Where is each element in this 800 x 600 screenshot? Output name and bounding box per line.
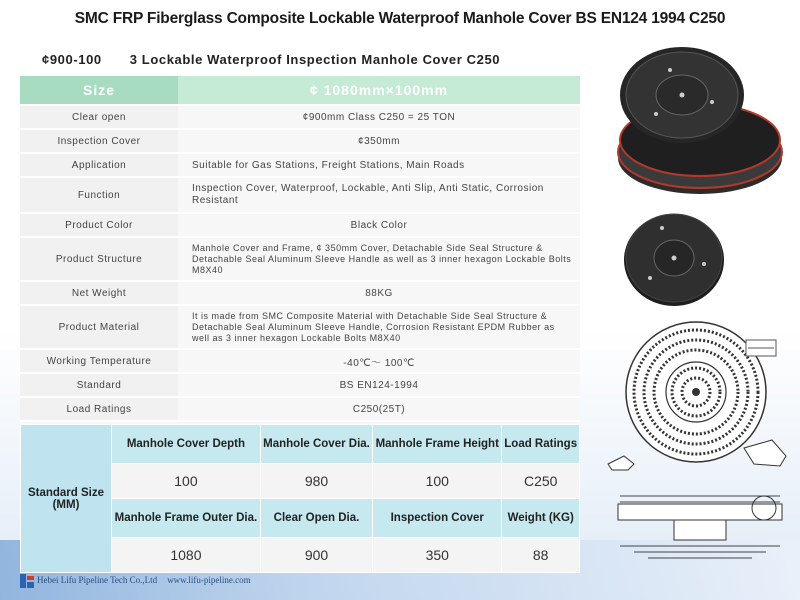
column-header: Manhole Frame Outer Dia. xyxy=(112,499,261,538)
table-cell: 900 xyxy=(260,538,372,573)
spec-header-row xyxy=(20,76,580,105)
spec-label: Net Weight xyxy=(20,281,178,305)
spec-value: ¢350mm xyxy=(178,129,580,153)
spec-value: ¢900mm Class C250 = 25 TON xyxy=(178,105,580,129)
table-row xyxy=(20,177,580,213)
table-cell: 100 xyxy=(112,464,261,499)
manhole-section-drawing xyxy=(604,434,794,568)
spec-value: It is made from SMC Composite Material with Detachable Side Seal Structure & Detachable Seal Aluminum Sleeve Handle, Corrosion Resistant EPDM Rubber as well as 3 inner hexagon Lockable Bolts M8X40 xyxy=(178,305,580,349)
spec-value: C250(25T) xyxy=(178,397,580,421)
table-row xyxy=(20,129,580,153)
spec-label: Working Temperature xyxy=(20,349,178,373)
spec-label: Inspection Cover xyxy=(20,129,178,153)
subtitle-text: 3 Lockable Waterproof Inspection Manhole Cover C250 xyxy=(129,52,501,67)
spec-value: Manhole Cover and Frame, ¢ 350mm Cover, Detachable Side Seal Structure & Detachable Seal Aluminum Sleeve Handle as well as 3 inner hexagon Lockable Bolts M8X40 xyxy=(178,237,580,281)
table-cell: 100 xyxy=(373,464,502,499)
table-row xyxy=(20,373,580,397)
spec-label: Clear open xyxy=(20,105,178,129)
table-row xyxy=(20,105,580,129)
table-row xyxy=(20,349,580,373)
spec-value: -40℃～ 100℃ xyxy=(178,349,580,373)
table-row xyxy=(20,281,580,305)
standard-size-label: Standard Size (MM) xyxy=(21,425,112,573)
spec-label: Product Color xyxy=(20,213,178,237)
manhole-cover-top-image xyxy=(622,206,726,310)
column-header: Weight (KG) xyxy=(502,499,580,538)
table-row xyxy=(20,213,580,237)
spec-label: Function xyxy=(20,177,178,213)
page-title: SMC FRP Fiberglass Composite Lockable Waterproof Manhole Cover BS EN124 1994 C250 xyxy=(74,10,726,27)
spec-label: Load Ratings xyxy=(20,397,178,421)
table-row xyxy=(20,237,580,281)
spec-label: Product Material xyxy=(20,305,178,349)
spec-value: Suitable for Gas Stations, Freight Stations, Main Roads xyxy=(178,153,580,177)
spec-value: Black Color xyxy=(178,213,580,237)
table-cell: 980 xyxy=(260,464,372,499)
table-row xyxy=(20,397,580,421)
table-cell: 88 xyxy=(502,538,580,573)
column-header: Clear Open Dia. xyxy=(260,499,372,538)
spec-value: Inspection Cover, Waterproof, Lockable, Anti Slip, Anti Static, Corrosion Resistant xyxy=(178,177,580,213)
spec-table xyxy=(20,76,580,422)
size-label: Size xyxy=(20,76,178,105)
company-logo-icon xyxy=(20,574,34,588)
model-code: ¢900-100 xyxy=(42,52,102,67)
spec-label: Standard xyxy=(20,373,178,397)
table-row xyxy=(20,305,580,349)
spec-label: Product Structure xyxy=(20,237,178,281)
product-subtitle xyxy=(42,52,500,67)
column-header: Manhole Cover Depth xyxy=(112,425,261,464)
table-cell: 1080 xyxy=(112,538,261,573)
table-cell: 350 xyxy=(373,538,502,573)
spec-value: 88KG xyxy=(178,281,580,305)
standard-size-table xyxy=(20,424,580,573)
size-value: ¢ 1080mm×100mm xyxy=(178,76,580,105)
column-header: Manhole Frame Height xyxy=(373,425,502,464)
table-row xyxy=(20,153,580,177)
manhole-cover-exploded-image xyxy=(612,40,788,200)
spec-value: BS EN124-1994 xyxy=(178,373,580,397)
table-cell: C250 xyxy=(502,464,580,499)
footer xyxy=(20,574,251,588)
column-header: Inspection Cover xyxy=(373,499,502,538)
column-header: Manhole Cover Dia. xyxy=(260,425,372,464)
company-url[interactable]: www.lifu-pipeline.com xyxy=(167,575,251,586)
table-row xyxy=(21,425,580,464)
spec-label: Application xyxy=(20,153,178,177)
column-header: Load Ratings xyxy=(502,425,580,464)
company-name: Hebei Lifu Pipeline Tech Co.,Ltd xyxy=(37,575,158,586)
